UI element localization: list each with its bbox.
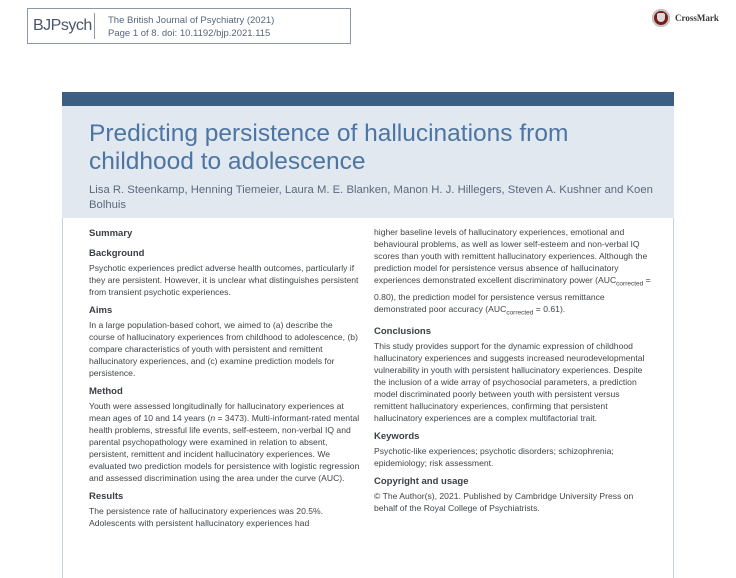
copyright-heading: Copyright and usage — [374, 476, 469, 488]
journal-header-box — [27, 8, 351, 44]
keywords-text: Psychotic-like experiences; psychotic disorders; schizophrenia; epidemiology; risk assessment. — [374, 446, 614, 469]
results-heading: Results — [89, 491, 124, 502]
abstract-left-column — [89, 228, 360, 536]
background-heading: Background — [89, 248, 145, 259]
results-text-part3: = 0.61). — [533, 303, 566, 314]
auc-subscript-1: corrected — [616, 280, 644, 288]
title-top-bar — [62, 92, 674, 106]
aims-text: In a large population-based cohort, we aimed to (a) describe the course of hallucinatory experiences from childhood to adolescence, (b) compare characteristics of youth with persistent and remittent hallucinatory experiences, and (c) examine prediction models for persistence. — [89, 320, 358, 378]
results-text-part2: = 0.80), the prediction model for persistence versus remittance demonstrated poor accuracy (AUC — [374, 275, 651, 314]
crossmark-badge[interactable] — [652, 9, 732, 29]
results-text-right — [374, 226, 654, 319]
results-text-part1: higher baseline levels of hallucinatory experiences, emotional and behavioural problems, as well as lower self-esteem and non-verbal IQ scores than youth with remittent hallucinatory experiences. Although the prediction model for persistence versus absence of hallucinatory experiences demonstrated excellent discriminatory power (AUC — [374, 227, 648, 285]
method-heading: Method — [89, 386, 123, 397]
author-list: Lisa R. Steenkamp, Henning Tiemeier, Laura M. E. Blanken, Manon H. J. Hillegers, Steven A. Kushner and Koen Bolhuis — [89, 184, 653, 211]
conclusions-text: This study provides support for the dynamic expression of childhood hallucinatory experiences and suggests increased neurodevelopmental vulnerability in youth with persistent hallucinatory experiences. Despite the inclusion of a wide array of psychosocial parameters, a prediction model discriminated poorly between youth with persistent versus remittent hallucinatory experiences, confirming that persistent hallucinatory experiences are a complex multifactorial trait. — [374, 341, 645, 424]
crossmark-icon — [652, 9, 670, 27]
journal-citation: The British Journal of Psychiatry (2021) — [108, 15, 275, 26]
article-title: Predicting persistence of hallucinations from childhood to adolescence — [89, 120, 569, 175]
results-text-left: The persistence rate of hallucinatory experiences was 20.5%. Adolescents with persistent hallucinatory experiences had — [89, 506, 324, 528]
summary-heading: Summary — [89, 228, 133, 239]
doi-line: Page 1 of 8. doi: 10.1192/bjp.2021.115 — [108, 28, 271, 39]
keywords-heading: Keywords — [374, 431, 420, 443]
aims-heading: Aims — [89, 305, 113, 316]
auc-subscript-2: corrected — [506, 309, 534, 317]
method-text-part2: = 3473). Multi-informant-rated mental health problems, stressful life events, self-esteem, non-verbal IQ and parental psychopathology were examined in relation to absent, persistent, remittent and incident hallucinatory experiences. We evaluated two prediction models for persistence with logistic regression and assessed discrimination using the area under the curve (AUC). — [89, 413, 360, 483]
conclusions-heading: Conclusions — [374, 326, 432, 338]
crossmark-label: CrossMark — [675, 13, 719, 23]
method-text-part1: Youth were assessed longitudinally for hallucinatory experiences at mean ages of 10 and 14 years ( — [89, 401, 344, 423]
copyright-text: © The Author(s), 2021. Published by Cambridge University Press on behalf of the Royal College of Psychiatrists. — [374, 491, 634, 514]
background-text: Psychotic experiences predict adverse health outcomes, particularly if they are persistent. However, it is unclear what distinguishes persistent from transient psychotic experiences. — [89, 263, 359, 297]
abstract-right-column — [374, 226, 654, 521]
method-text — [89, 400, 360, 484]
logo-divider — [94, 13, 95, 39]
method-n-symbol: n — [210, 413, 216, 423]
bjpsych-logo: BJPsych — [33, 17, 92, 34]
